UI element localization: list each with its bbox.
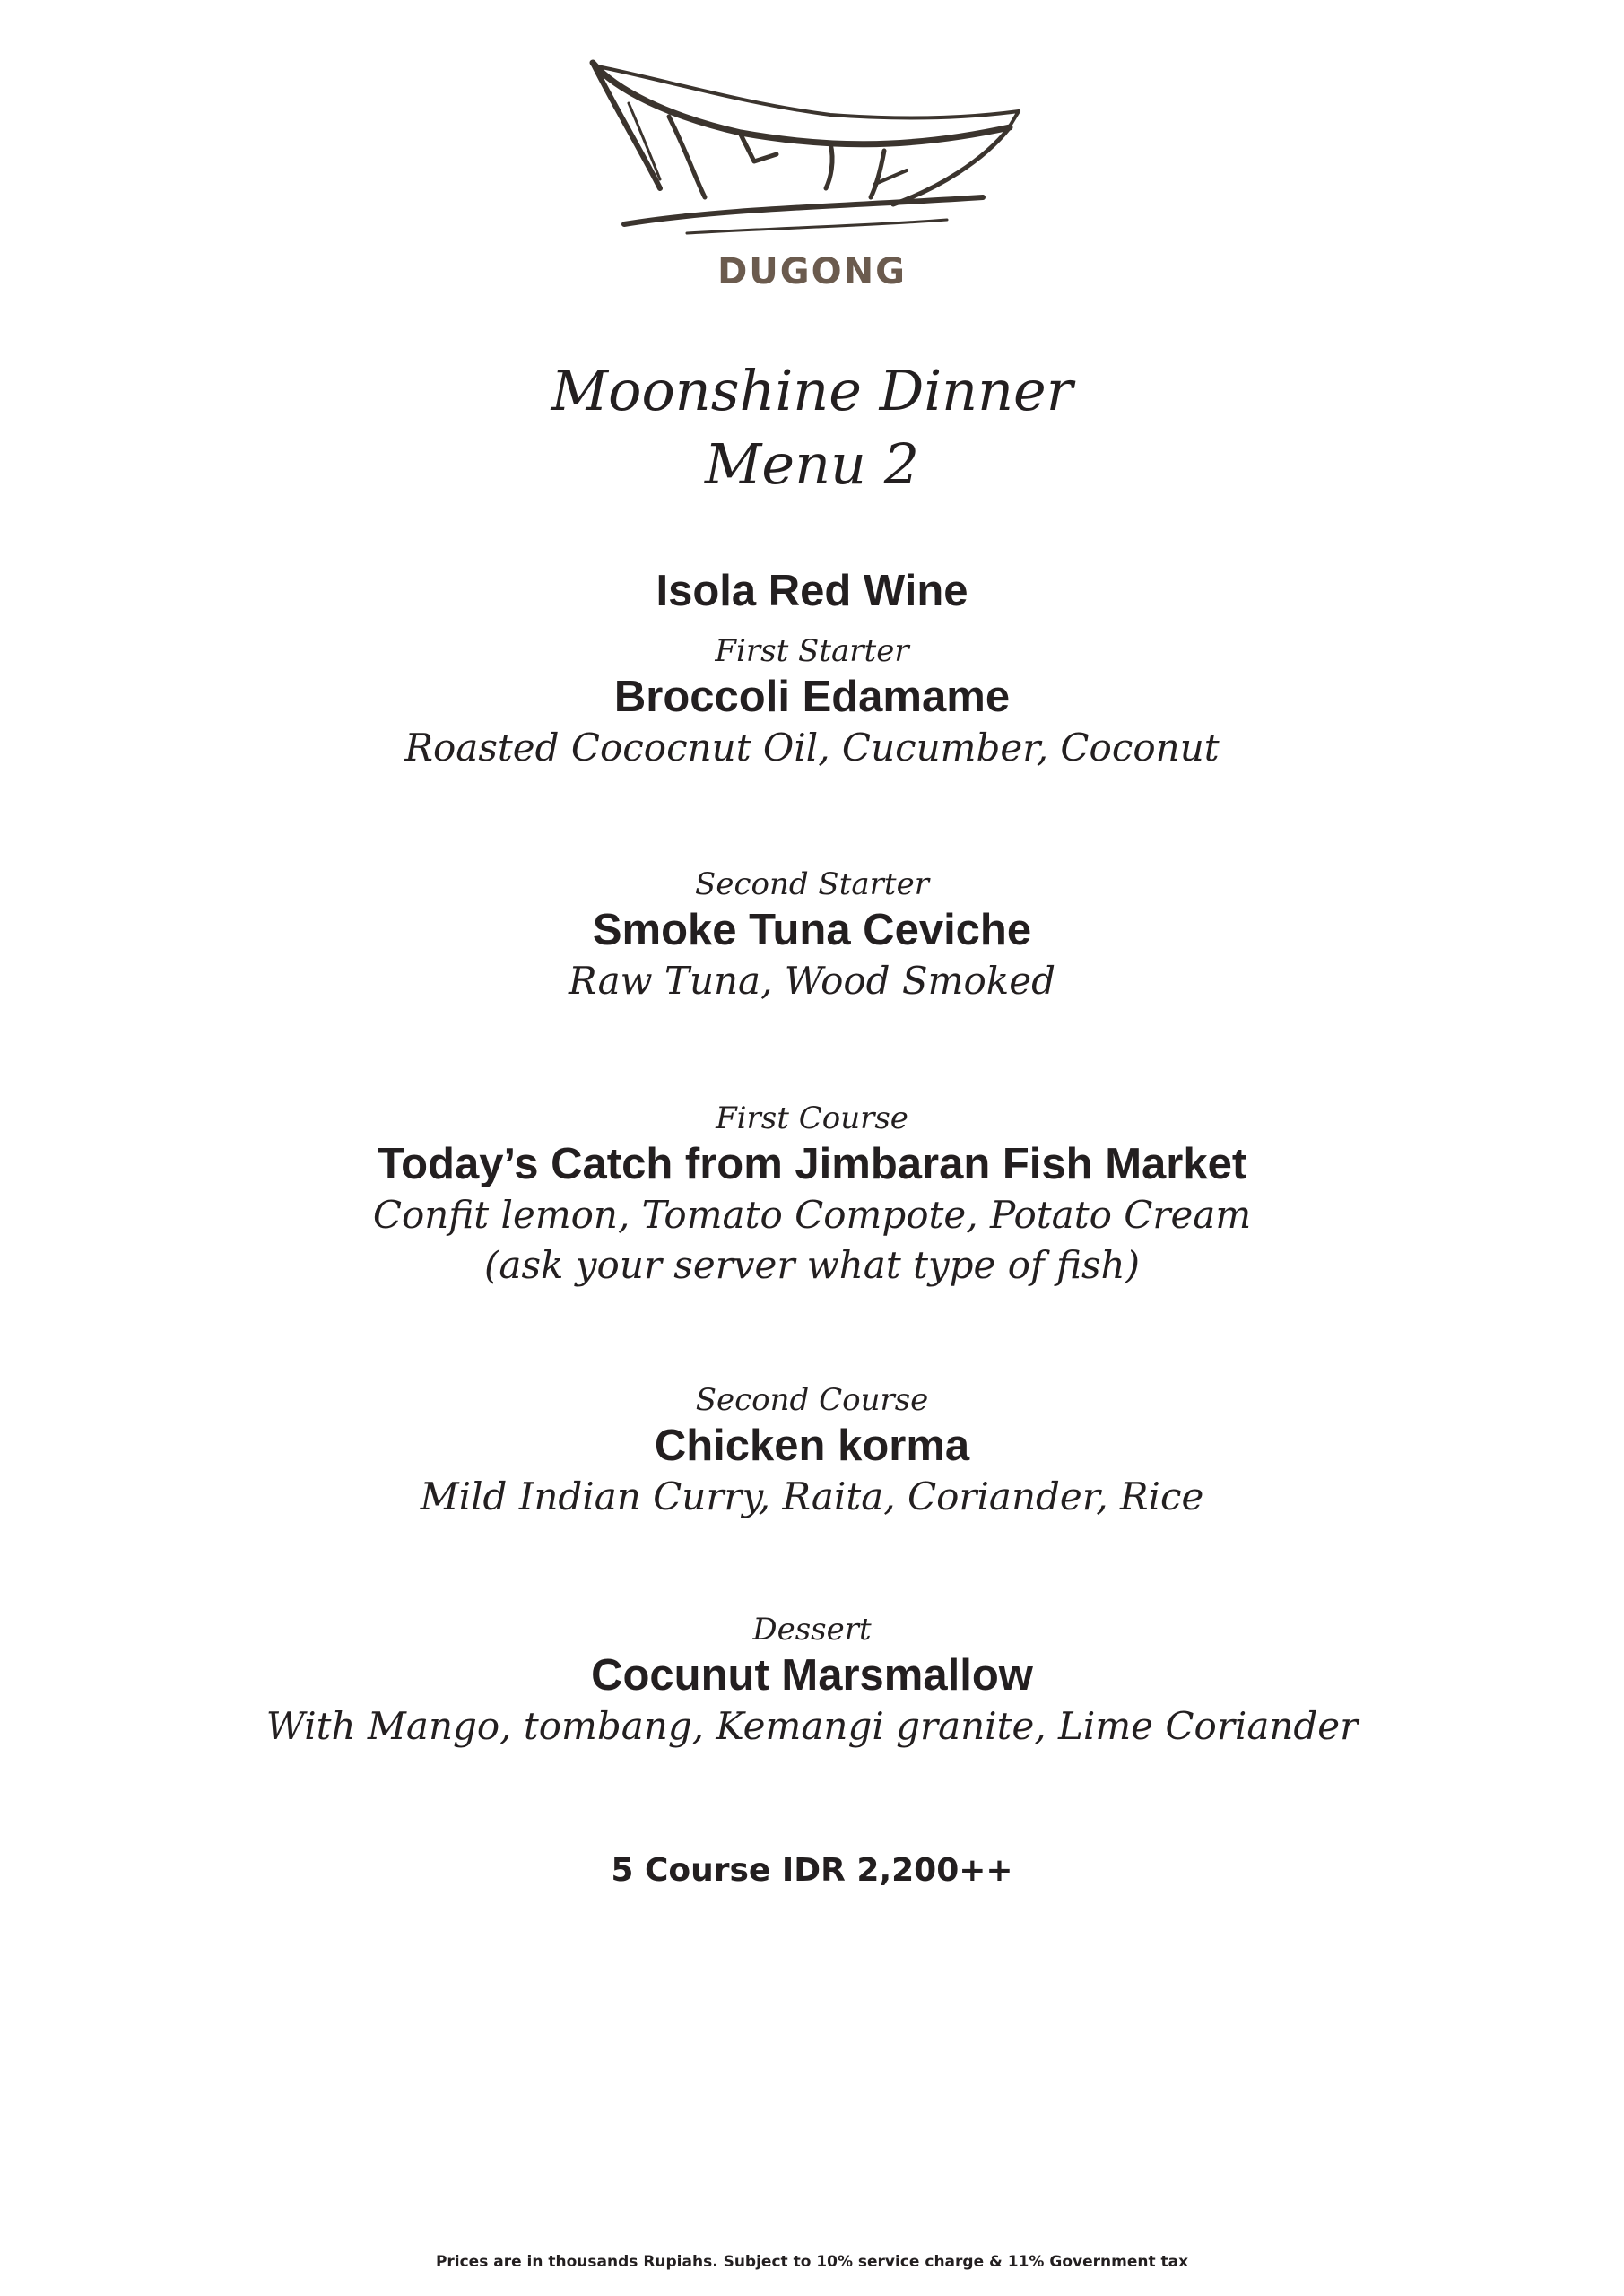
course-dessert <box>0 1610 1624 1752</box>
menu-price: 5 Course IDR 2,200++ <box>611 1852 1013 1889</box>
course-first-course <box>0 1099 1624 1291</box>
dish-name: Today’s Catch from Jimbaran Fish Market <box>377 1140 1247 1188</box>
course-label: Dessert <box>752 1612 872 1648</box>
wine-block <box>0 565 1624 617</box>
menu-title-line1: Moonshine Dinner <box>551 358 1073 423</box>
dish-description: With Mango, tombang, Kemangi granite, Lime Coriander <box>265 1704 1359 1748</box>
dish-description: Confit lemon, Tomato Compote, Potato Cream <box>372 1193 1252 1237</box>
dish-note: (ask your server what type of fish) <box>484 1243 1140 1287</box>
course-label: Second Starter <box>695 866 929 902</box>
dish-name: Smoke Tuna Ceviche <box>592 906 1032 954</box>
dish-name: Cocunut Marsmallow <box>591 1651 1033 1700</box>
course-second-course <box>0 1380 1624 1522</box>
course-second-starter <box>0 865 1624 1006</box>
course-label: Second Course <box>695 1382 929 1418</box>
logo-wordmark: DUGONG <box>717 251 907 292</box>
dish-name: Broccoli Edamame <box>613 673 1011 721</box>
dish-name: Chicken korma <box>654 1422 970 1470</box>
menu-title-line2: Menu 2 <box>704 431 920 497</box>
course-label: First Starter <box>715 633 909 669</box>
dish-description: Roasted Cococnut Oil, Cucumber, Coconut <box>404 726 1220 770</box>
logo <box>0 54 1624 251</box>
boat-logo-icon <box>561 54 1064 251</box>
menu-title <box>0 354 1624 501</box>
course-label: First Course <box>716 1100 908 1136</box>
dish-description: Raw Tuna, Wood Smoked <box>569 959 1055 1003</box>
dish-description: Mild Indian Curry, Raita, Coriander, Rice <box>420 1474 1204 1518</box>
wine-name: Isola Red Wine <box>656 567 968 615</box>
course-first-starter <box>0 631 1624 773</box>
price-footnote: Prices are in thousands Rupiahs. Subject to 10% service charge & 11% Government tax <box>435 2253 1189 2271</box>
